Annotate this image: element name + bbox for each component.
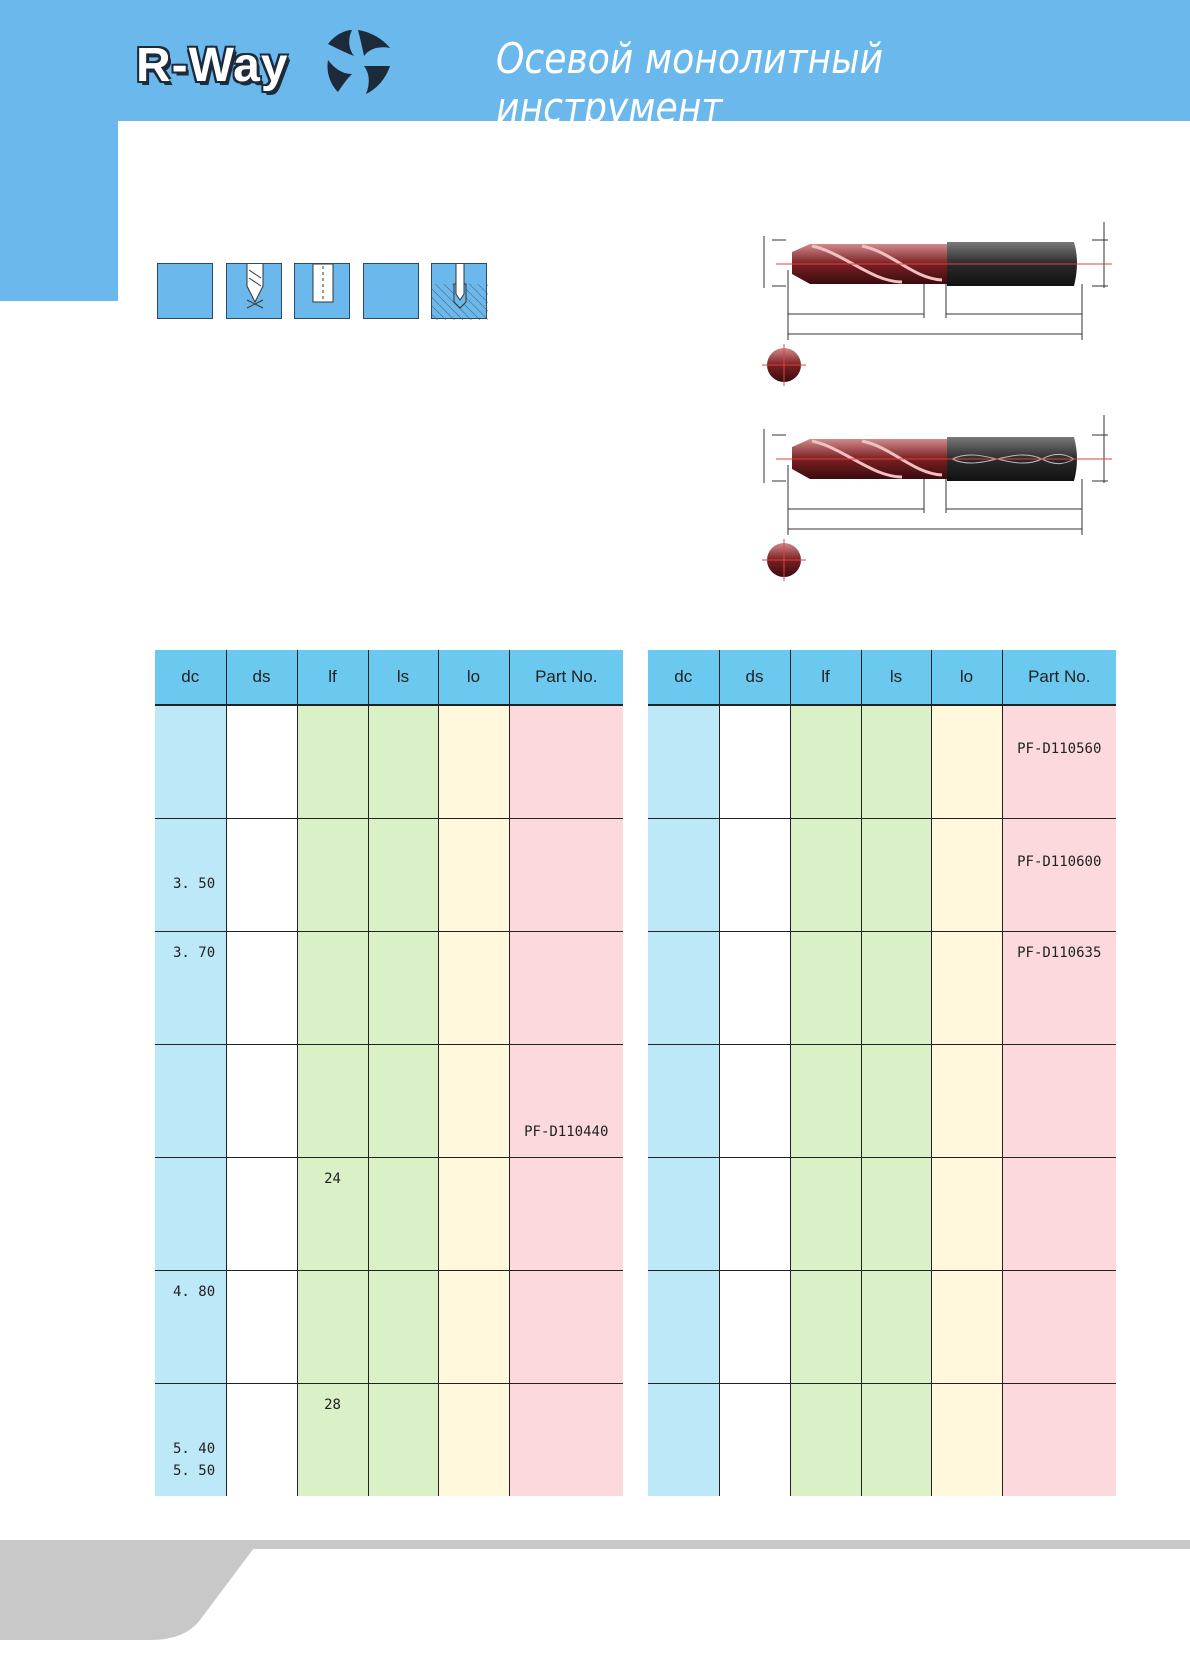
table-row [648, 1158, 1116, 1271]
cell-dc [648, 819, 719, 932]
cell-lo [438, 1045, 509, 1158]
table-row [648, 932, 1116, 1045]
table-row [648, 705, 1116, 819]
cell-value: 3. 50 [173, 876, 216, 892]
cell-lo [438, 705, 509, 819]
drilling-icon [226, 263, 282, 319]
cell-value [173, 851, 226, 873]
cell-ds [226, 932, 297, 1045]
cell-value: PF-D110560 [1017, 741, 1102, 757]
cell-lf [297, 819, 368, 932]
header-ls: ls [861, 650, 931, 705]
table-row [648, 819, 1116, 932]
cell-ls [368, 1158, 438, 1271]
cell-dc [648, 932, 719, 1045]
cell-ls [368, 705, 438, 819]
spec-table-left [155, 650, 623, 1496]
through-hole-icon [294, 263, 350, 319]
cell-ds [226, 819, 297, 932]
drill-drawing-coolant [752, 415, 1122, 585]
cell-ls [368, 1045, 438, 1158]
cell-dc [155, 932, 226, 1045]
cell-dc [155, 819, 226, 932]
cell-value: PF-D110600 [1017, 854, 1102, 870]
cell-part [509, 1158, 623, 1271]
cell-value: 24 [324, 1171, 341, 1187]
cell-dc [155, 1158, 226, 1271]
cell-value [1003, 829, 1117, 851]
cell-ls [861, 705, 931, 819]
header-lf: lf [297, 650, 368, 705]
cell-lo [931, 705, 1002, 819]
cell-lf [790, 705, 861, 819]
cell-lf [297, 1045, 368, 1158]
page-title: Осевой монолитный инструмент [496, 34, 884, 132]
blank-operation-icon [157, 263, 213, 319]
cell-part [1002, 1158, 1116, 1271]
cell-lo [931, 932, 1002, 1045]
footer-tab [0, 1540, 260, 1640]
table-row [155, 1384, 623, 1497]
cell-ds [226, 705, 297, 819]
cell-lf [297, 1271, 368, 1384]
cell-value: 3. 70 [173, 945, 216, 961]
cell-dc [155, 705, 226, 819]
cell-ls [861, 932, 931, 1045]
cell-ls [861, 1271, 931, 1384]
header-ds: ds [226, 650, 297, 705]
cell-dc [155, 1271, 226, 1384]
cell-lo [438, 1158, 509, 1271]
cell-lo [931, 1384, 1002, 1497]
table-row [155, 1045, 623, 1158]
side-tab [0, 121, 118, 301]
cell-lf [790, 1045, 861, 1158]
cell-lf [297, 932, 368, 1045]
cell-ds [226, 1384, 297, 1497]
cell-dc [155, 1384, 226, 1497]
cell-part [509, 705, 623, 819]
header-part-no: Part No. [1002, 650, 1116, 705]
header-lo: lo [931, 650, 1002, 705]
table-row [155, 1271, 623, 1384]
cell-lo [438, 1384, 509, 1497]
cell-dc [648, 1158, 719, 1271]
table-row [648, 1271, 1116, 1384]
cell-part [509, 1271, 623, 1384]
header-dc: dc [648, 650, 719, 705]
table-row [155, 932, 623, 1045]
header-ls: ls [368, 650, 438, 705]
cell-part [509, 1384, 623, 1497]
table-header-row [155, 650, 623, 705]
table-row [155, 819, 623, 932]
cell-part [1002, 1045, 1116, 1158]
header-lf: lf [790, 650, 861, 705]
cell-ds [226, 1045, 297, 1158]
brand-logo-mark-icon [318, 22, 398, 102]
cell-ds [719, 705, 790, 819]
cell-ls [368, 1271, 438, 1384]
cell-lf [297, 1158, 368, 1271]
cell-dc [155, 1045, 226, 1158]
cell-value [1003, 716, 1117, 738]
cell-ds [719, 932, 790, 1045]
cell-ls [368, 932, 438, 1045]
cell-value [510, 1055, 624, 1077]
table-row [648, 1384, 1116, 1497]
cell-value [510, 1099, 624, 1121]
cell-lo [931, 819, 1002, 932]
cell-lf [297, 705, 368, 819]
cell-lf [790, 1158, 861, 1271]
cell-ds [719, 1045, 790, 1158]
table-row [155, 705, 623, 819]
cell-value [510, 1077, 624, 1099]
blind-hole-section-icon [431, 263, 487, 319]
cell-lo [438, 819, 509, 932]
cell-value: 5. 50 [173, 1463, 216, 1479]
cell-ls [861, 1384, 931, 1497]
cell-value: 28 [324, 1397, 341, 1413]
header-lo: lo [438, 650, 509, 705]
cell-ds [226, 1158, 297, 1271]
cell-lf [790, 819, 861, 932]
cell-part [1002, 705, 1116, 819]
spec-table-right [648, 650, 1116, 1496]
cell-ls [861, 819, 931, 932]
cell-part [1002, 1271, 1116, 1384]
blank-operation-icon-2 [363, 263, 419, 319]
cell-lo [438, 932, 509, 1045]
cell-ds [719, 1271, 790, 1384]
header-dc: dc [155, 650, 226, 705]
table-row [648, 1045, 1116, 1158]
cell-lf [790, 1384, 861, 1497]
brand-logo-text: R-Way [136, 39, 289, 92]
table-header-row [648, 650, 1116, 705]
cell-lo [931, 1158, 1002, 1271]
cell-dc [648, 705, 719, 819]
cell-value: 5. 40 [173, 1441, 216, 1457]
cell-lo [931, 1271, 1002, 1384]
cell-value [173, 1394, 226, 1416]
cell-part [509, 932, 623, 1045]
cell-dc [648, 1271, 719, 1384]
cell-part [1002, 819, 1116, 932]
cell-dc [648, 1045, 719, 1158]
cell-lf [790, 1271, 861, 1384]
table-row [155, 1158, 623, 1271]
cell-value: PF-D110440 [524, 1124, 609, 1140]
cell-part [509, 819, 623, 932]
cell-part [1002, 932, 1116, 1045]
cell-dc [648, 1384, 719, 1497]
drill-drawing-straight [752, 222, 1122, 387]
cell-ls [368, 819, 438, 932]
cell-ds [719, 1384, 790, 1497]
cell-ls [861, 1045, 931, 1158]
cell-part [509, 1045, 623, 1158]
cell-value [173, 829, 226, 851]
cell-ds [226, 1271, 297, 1384]
cell-lf [790, 932, 861, 1045]
cell-value: 4. 80 [173, 1284, 216, 1300]
cell-lo [438, 1271, 509, 1384]
cell-part [1002, 1384, 1116, 1497]
cell-lo [931, 1045, 1002, 1158]
cell-value [173, 1416, 226, 1438]
cell-value: PF-D110635 [1017, 945, 1102, 961]
cell-ls [861, 1158, 931, 1271]
header-part-no: Part No. [509, 650, 623, 705]
cell-ds [719, 819, 790, 932]
cell-ds [719, 1158, 790, 1271]
cell-lf [297, 1384, 368, 1497]
cell-ls [368, 1384, 438, 1497]
header-ds: ds [719, 650, 790, 705]
